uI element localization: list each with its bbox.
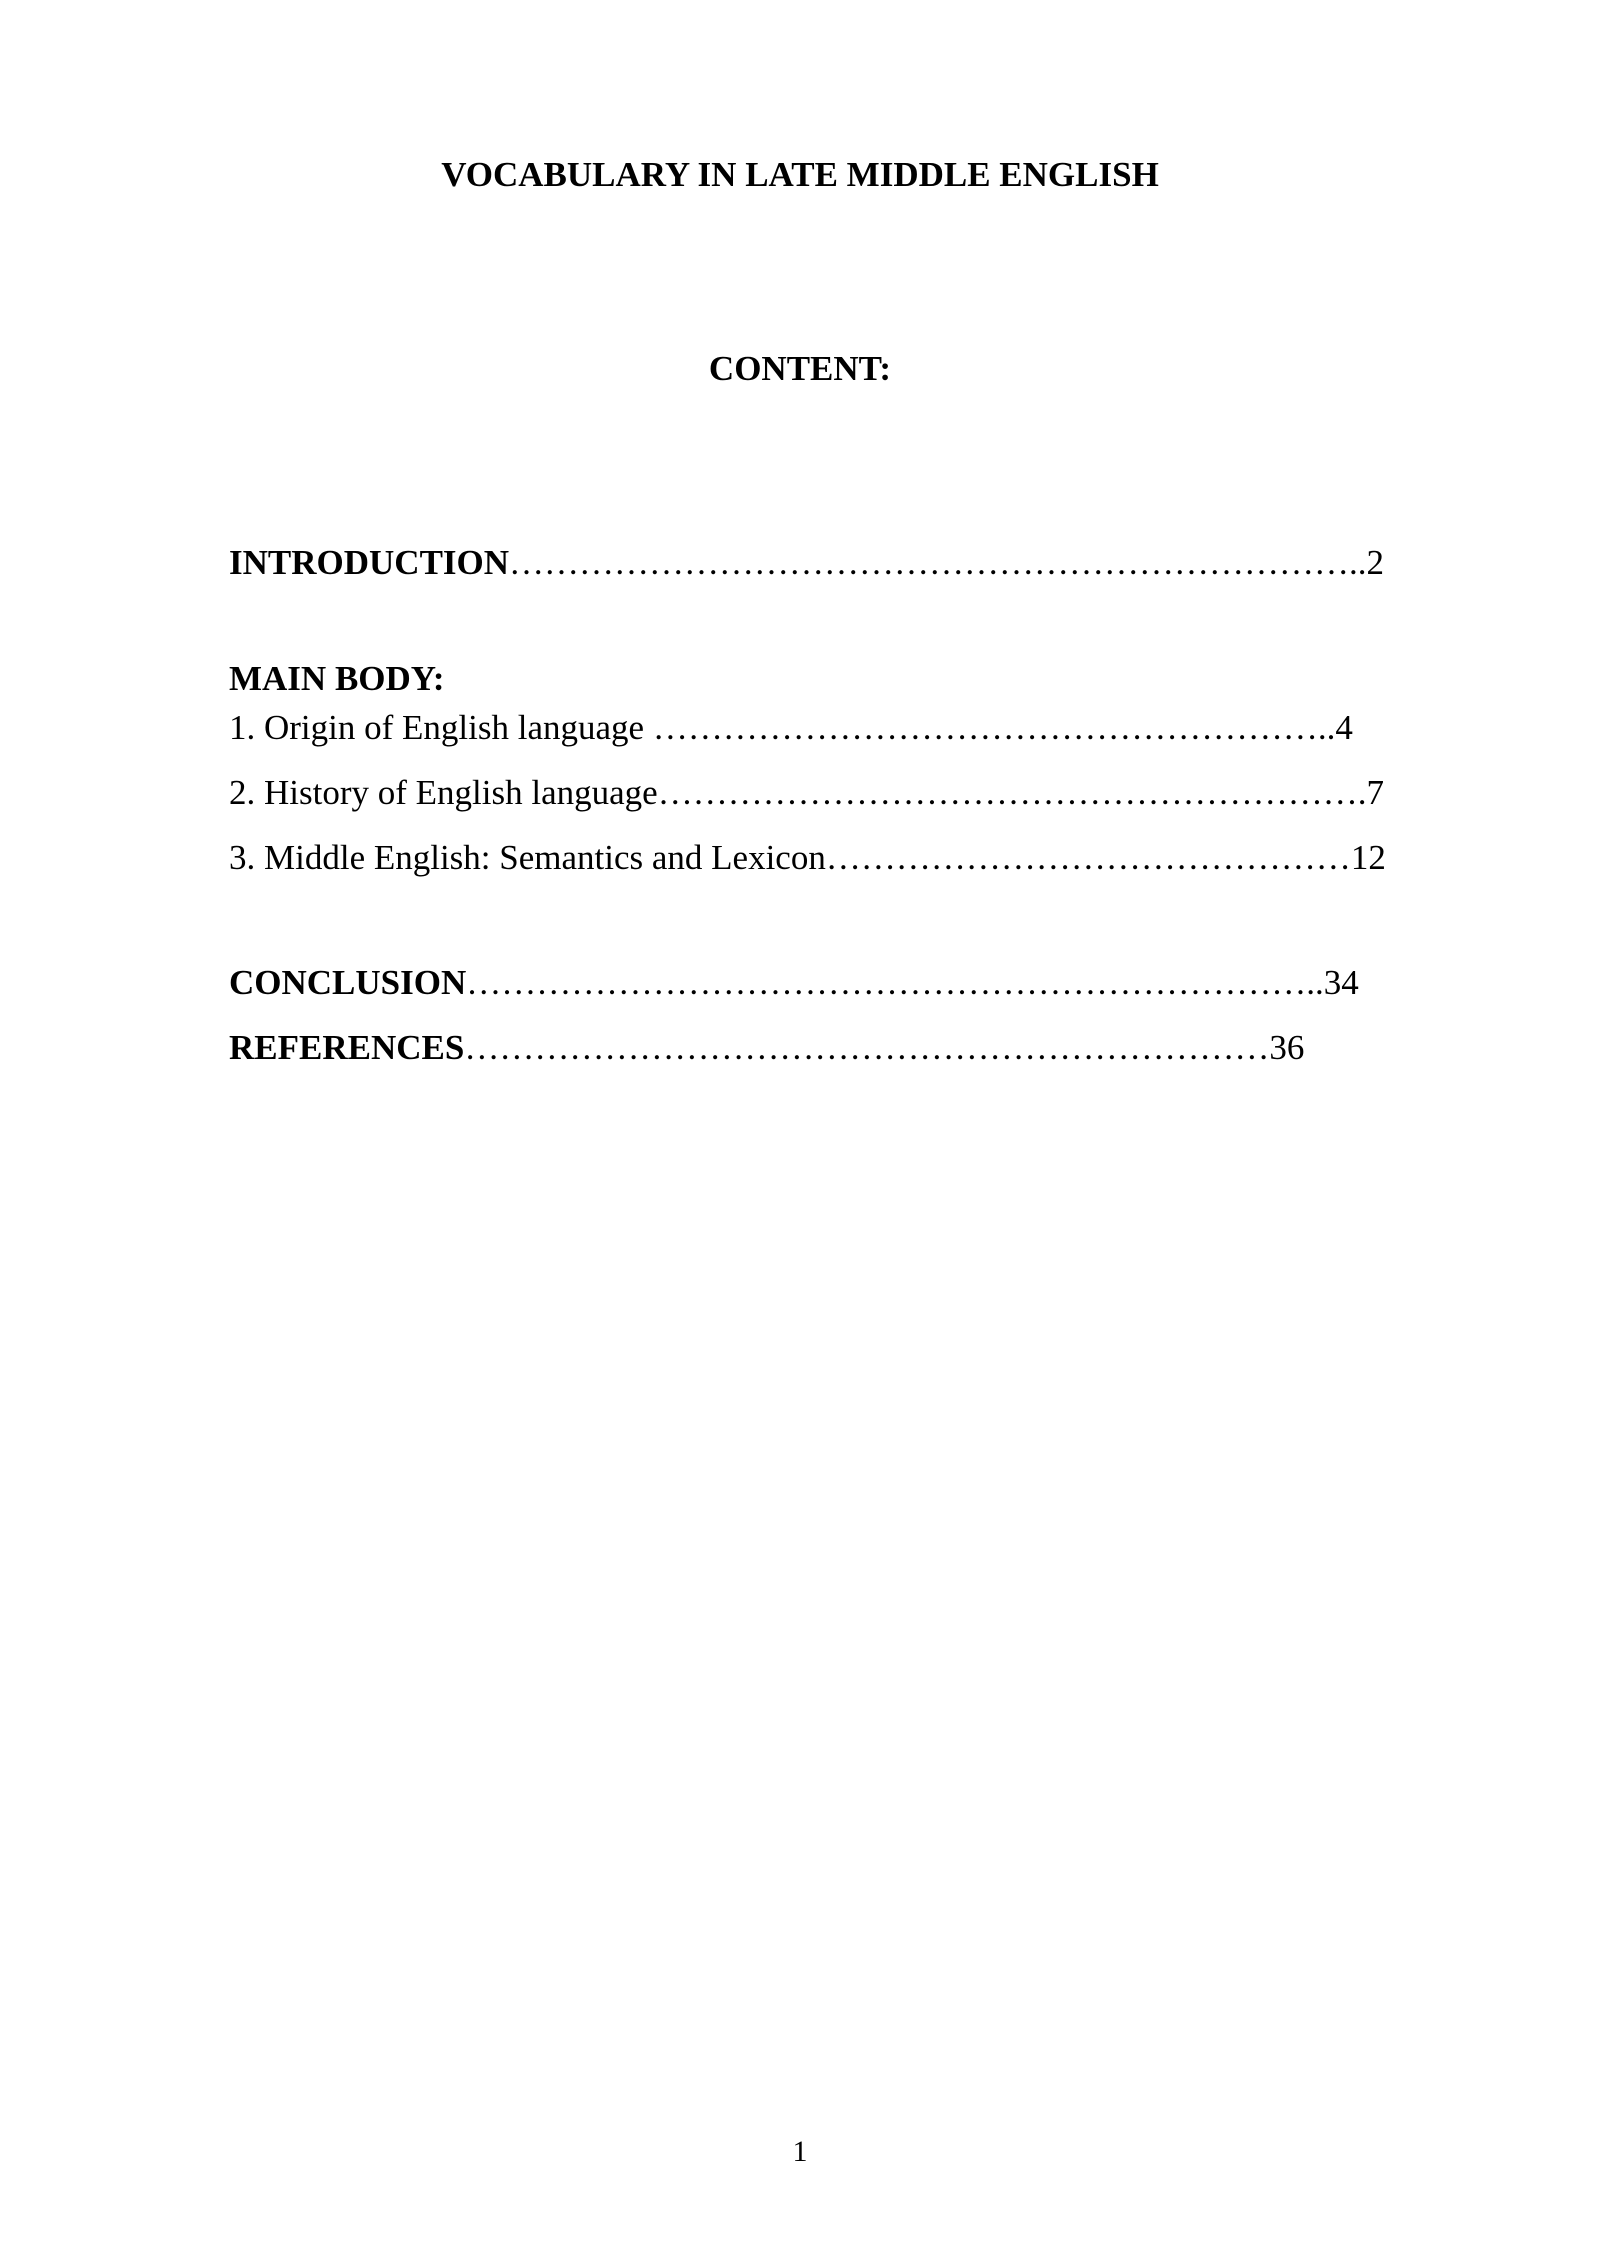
toc-entry-page: 36 (1269, 1028, 1305, 1067)
toc-entry-label: 2. History of English language (229, 773, 658, 812)
toc-entry-page: 34 (1323, 963, 1359, 1002)
toc-entry-references (229, 1023, 1304, 1073)
toc-entry-page: 2 (1366, 543, 1385, 582)
toc-entry-origin (229, 703, 1353, 753)
main-body-heading: MAIN BODY: (229, 659, 445, 698)
toc-entry-semantics-lexicon (229, 833, 1386, 883)
toc-entry-label: 1. Origin of English language (229, 708, 653, 747)
toc-entry-leader: …………………………………………………………… (464, 1028, 1270, 1067)
toc-entry-leader: ……………………………………… (825, 838, 1351, 877)
toc-entry-introduction (229, 538, 1384, 588)
toc-entry-conclusion (229, 958, 1359, 1008)
toc-entry-leader: ……………………………………………………………….. (466, 963, 1324, 1002)
toc-entry-leader: ………………………………………………….. (652, 708, 1336, 747)
toc-entry-label: REFERENCES (229, 1028, 465, 1067)
contents-heading: CONTENT: (708, 349, 892, 388)
toc-entry-leader: ……………………………………………………………….. (509, 543, 1367, 582)
toc-entry-label: CONCLUSION (229, 963, 467, 1002)
toc-entry-history (229, 768, 1384, 818)
toc-entry-page: 7 (1366, 773, 1384, 812)
toc-entry-leader: ……………………………………………………. (657, 773, 1367, 812)
page-number: 1 (792, 2135, 808, 2168)
document-title: VOCABULARY IN LATE MIDDLE ENGLISH (441, 155, 1159, 194)
toc-entry-label: INTRODUCTION (229, 543, 510, 582)
toc-entry-page: 4 (1335, 708, 1353, 747)
toc-entry-label: 3. Middle English: Semantics and Lexicon (229, 838, 826, 877)
toc-entry-page: 12 (1350, 838, 1386, 877)
